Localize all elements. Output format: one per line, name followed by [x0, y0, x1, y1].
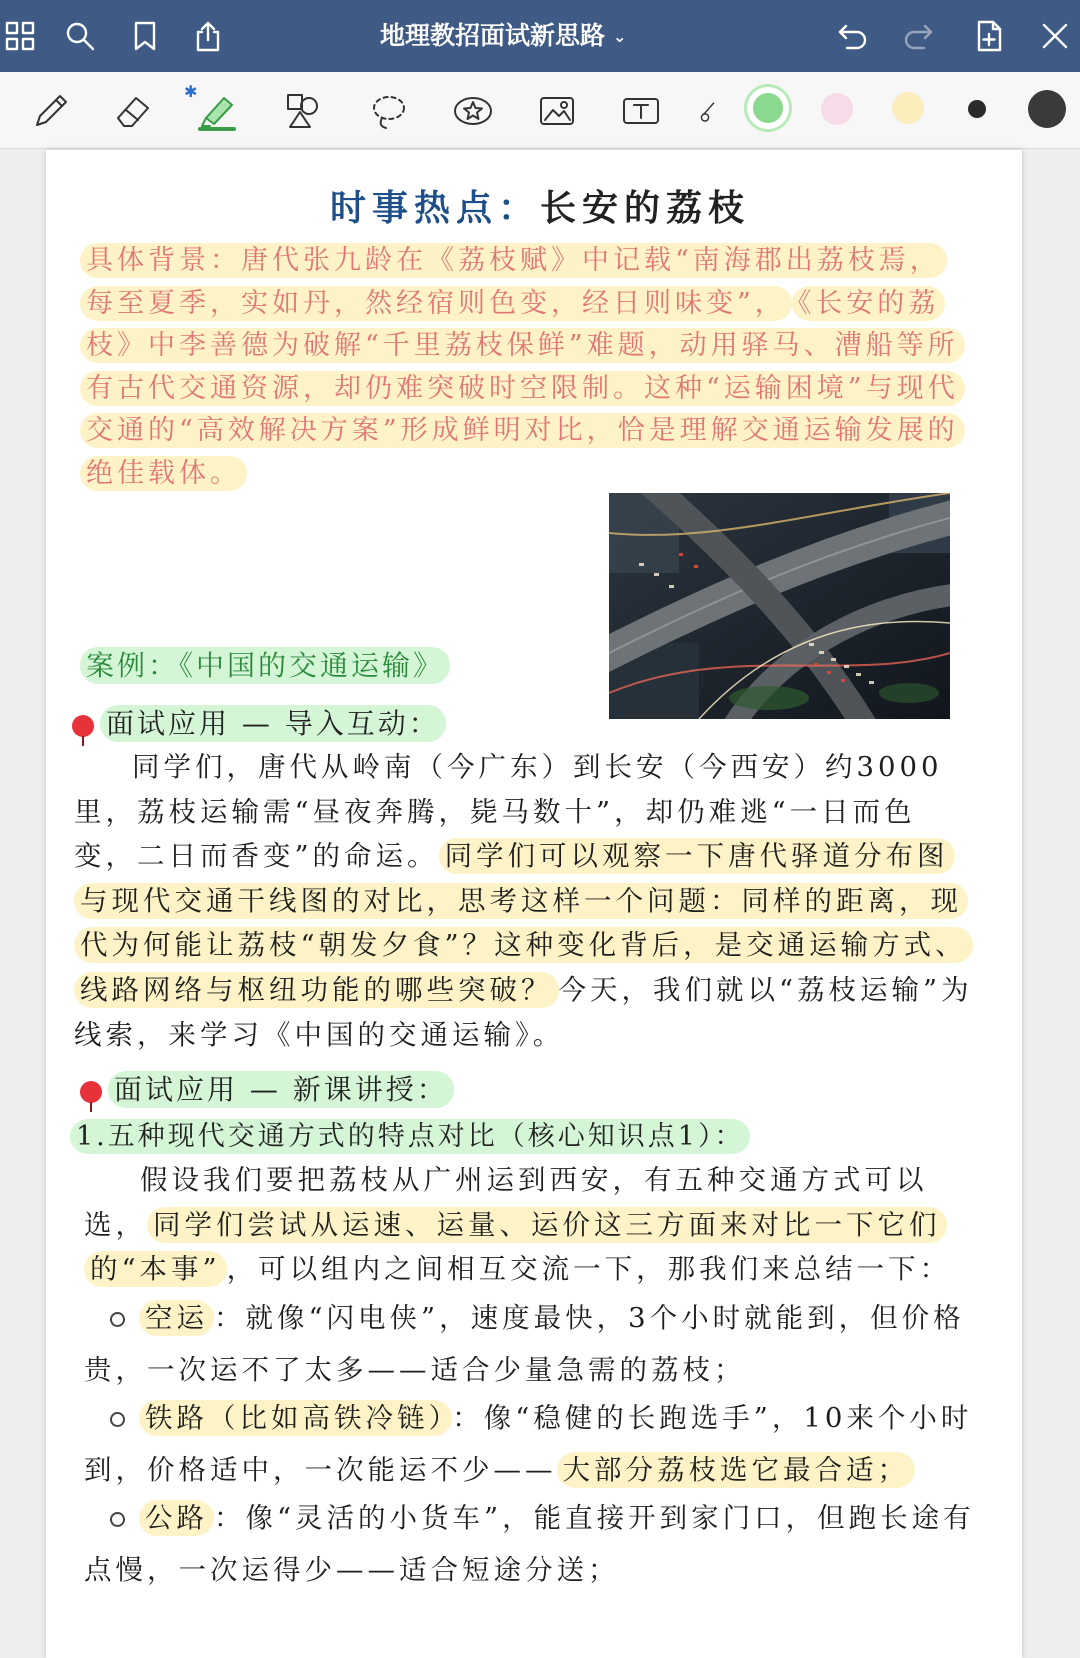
bullet-circle-icon-2 — [110, 1412, 125, 1427]
search-icon[interactable] — [60, 16, 100, 56]
page-title — [0, 180, 1080, 231]
rail-text: ：像“稳健的长跑选手”，10来个小时到，价格适中，一次能运不少—— — [84, 1402, 973, 1486]
lesson-section-title: 面试应用 — 新课讲授： — [108, 1071, 454, 1108]
image-icon[interactable] — [532, 86, 582, 136]
lesson-section-heading — [80, 1068, 454, 1108]
bookmark-icon-glyph — [129, 20, 161, 52]
bullet-road — [84, 1492, 984, 1596]
document-title[interactable] — [380, 18, 626, 54]
intro-text-3: 今天，我们就以“荔枝运输”为线索，来学习《中国的交通运输》。 — [74, 973, 973, 1051]
case-title: 案例：《中国的交通运输》 — [80, 647, 450, 684]
pen-icon-glyph — [30, 90, 72, 132]
undo-icon[interactable] — [833, 16, 873, 56]
background-quote: 唐代张九龄在《荔枝赋》中记载“南海郡出荔枝焉，每至夏季，实如丹，然经宿则色变，经日则味变”， — [86, 245, 941, 319]
color-swatch-pink[interactable] — [821, 93, 853, 125]
text-icon-glyph — [620, 90, 662, 132]
rail-tail: 大部分荔枝选它最合适； — [557, 1452, 916, 1488]
laser-icon[interactable] — [695, 86, 725, 136]
bluetooth-icon: ✱ — [184, 82, 198, 101]
shapes-icon[interactable] — [278, 86, 328, 136]
chevron-down-icon: ⌄ — [613, 27, 627, 46]
title-topic: 长安的荔枝 — [540, 187, 751, 229]
search-icon-glyph — [64, 20, 96, 52]
lesson-text-3: ，可以组内之间相互交流一下，那我们来总结一下： — [226, 1253, 952, 1286]
interchange-illustration — [609, 493, 950, 719]
lesson-paragraph — [84, 1158, 984, 1292]
intro-section-heading — [72, 702, 446, 742]
close-icon-glyph — [1039, 20, 1071, 52]
air-text: ：就像“闪电侠”，速度最快，3个小时就能到，但价格贵，一次运不了太多——适合少量急需的荔枝； — [84, 1302, 965, 1386]
background-text-2: 《长安的荔枝》中李善德为破解“千里荔枝保鲜”难题，动用驿马、漕船等所有古代交通资源，却仍难突破时空限制。这种“运输困境”与现代交通的“高效解决方案”形成鲜明对比，恰是理解交通运输发展的绝佳载体。 — [80, 286, 965, 491]
intro-text-2: 同学们可以观察一下唐代驿道分布图与现代交通干线图的对比，思考这样一个问题：同样的距离，现代为何能让荔枝“朝发夕食”？这种变化背后，是交通运输方式、线路网络与枢纽功能的哪些突破？ — [74, 838, 973, 1008]
laser-icon-glyph — [695, 90, 725, 132]
share-icon[interactable] — [188, 16, 228, 56]
stroke-size-small[interactable] — [968, 100, 986, 118]
lasso-icon-glyph — [368, 90, 410, 132]
stroke-size-large[interactable] — [1028, 90, 1066, 128]
color-swatch-green[interactable] — [753, 93, 783, 123]
case-heading — [80, 644, 450, 684]
lesson-text-2: 同学们尝试从运速、运量、运价这三方面来对比一下它们的“本事” — [84, 1207, 947, 1288]
share-icon-glyph — [192, 20, 224, 52]
text-icon[interactable] — [616, 86, 666, 136]
add-page-icon[interactable] — [969, 16, 1009, 56]
redo-icon[interactable] — [898, 16, 938, 56]
grid-icon-glyph — [4, 20, 36, 52]
balloon-pin-icon — [72, 715, 94, 737]
sticker-icon[interactable] — [448, 86, 498, 136]
eraser-icon-glyph — [112, 90, 154, 132]
balloon-pin-icon-2 — [80, 1081, 102, 1103]
sticker-icon-glyph — [452, 90, 494, 132]
traffic-interchange-photo — [609, 493, 950, 719]
point1-title: 1.五种现代交通方式的特点对比（核心知识点1）： — [70, 1119, 750, 1154]
bullet-air — [84, 1292, 984, 1396]
document-title-text: 地理教招面试新思路 — [380, 21, 606, 50]
point1-heading — [70, 1114, 750, 1153]
close-icon[interactable] — [1035, 16, 1075, 56]
rail-label: 铁路（比如高铁冷链） — [139, 1400, 452, 1436]
image-icon-glyph — [536, 90, 578, 132]
redo-icon-glyph — [902, 20, 934, 52]
road-label: 公路 — [139, 1500, 214, 1536]
title-prefix: 时事热点： — [329, 187, 540, 229]
grid-icon[interactable] — [0, 16, 40, 56]
bookmark-icon[interactable] — [125, 16, 165, 56]
bullet-circle-icon-3 — [110, 1512, 125, 1527]
intro-section-title: 面试应用 — 导入互动： — [100, 705, 446, 742]
background-paragraph — [80, 240, 960, 495]
undo-icon-glyph — [837, 20, 869, 52]
bullet-circle-icon — [110, 1312, 125, 1327]
pen-icon[interactable] — [26, 86, 76, 136]
add-page-icon-glyph — [973, 20, 1005, 52]
shapes-icon-glyph — [282, 90, 324, 132]
drawing-toolbar — [0, 72, 1080, 149]
highlighter-icon[interactable] — [192, 86, 242, 136]
highlighter-icon-glyph — [196, 90, 238, 132]
air-label: 空运 — [139, 1300, 214, 1336]
lasso-icon[interactable] — [364, 86, 414, 136]
eraser-icon[interactable] — [108, 86, 158, 136]
color-swatch-yellow[interactable] — [892, 92, 924, 124]
intro-paragraph — [74, 745, 974, 1057]
bullet-rail — [84, 1392, 984, 1496]
title-bar — [0, 0, 1080, 72]
intro-text-1: 同学们，唐代从岭南（今广东）到长安（今西安）约3000里，荔枝运输需“昼夜奔腾，毙马数十”，却仍难逃“一日而色变，二日而香变”的命运。 — [74, 751, 943, 873]
background-label: 具体背景： — [86, 245, 241, 276]
lesson-text-1: 假设我们要把荔枝从广州运到西安，有五种交通方式可以选， — [84, 1164, 928, 1241]
road-text: ：像“灵活的小货车”，能直接开到家门口，但跑长途有点慢，一次运得少——适合短途分送； — [84, 1502, 975, 1586]
